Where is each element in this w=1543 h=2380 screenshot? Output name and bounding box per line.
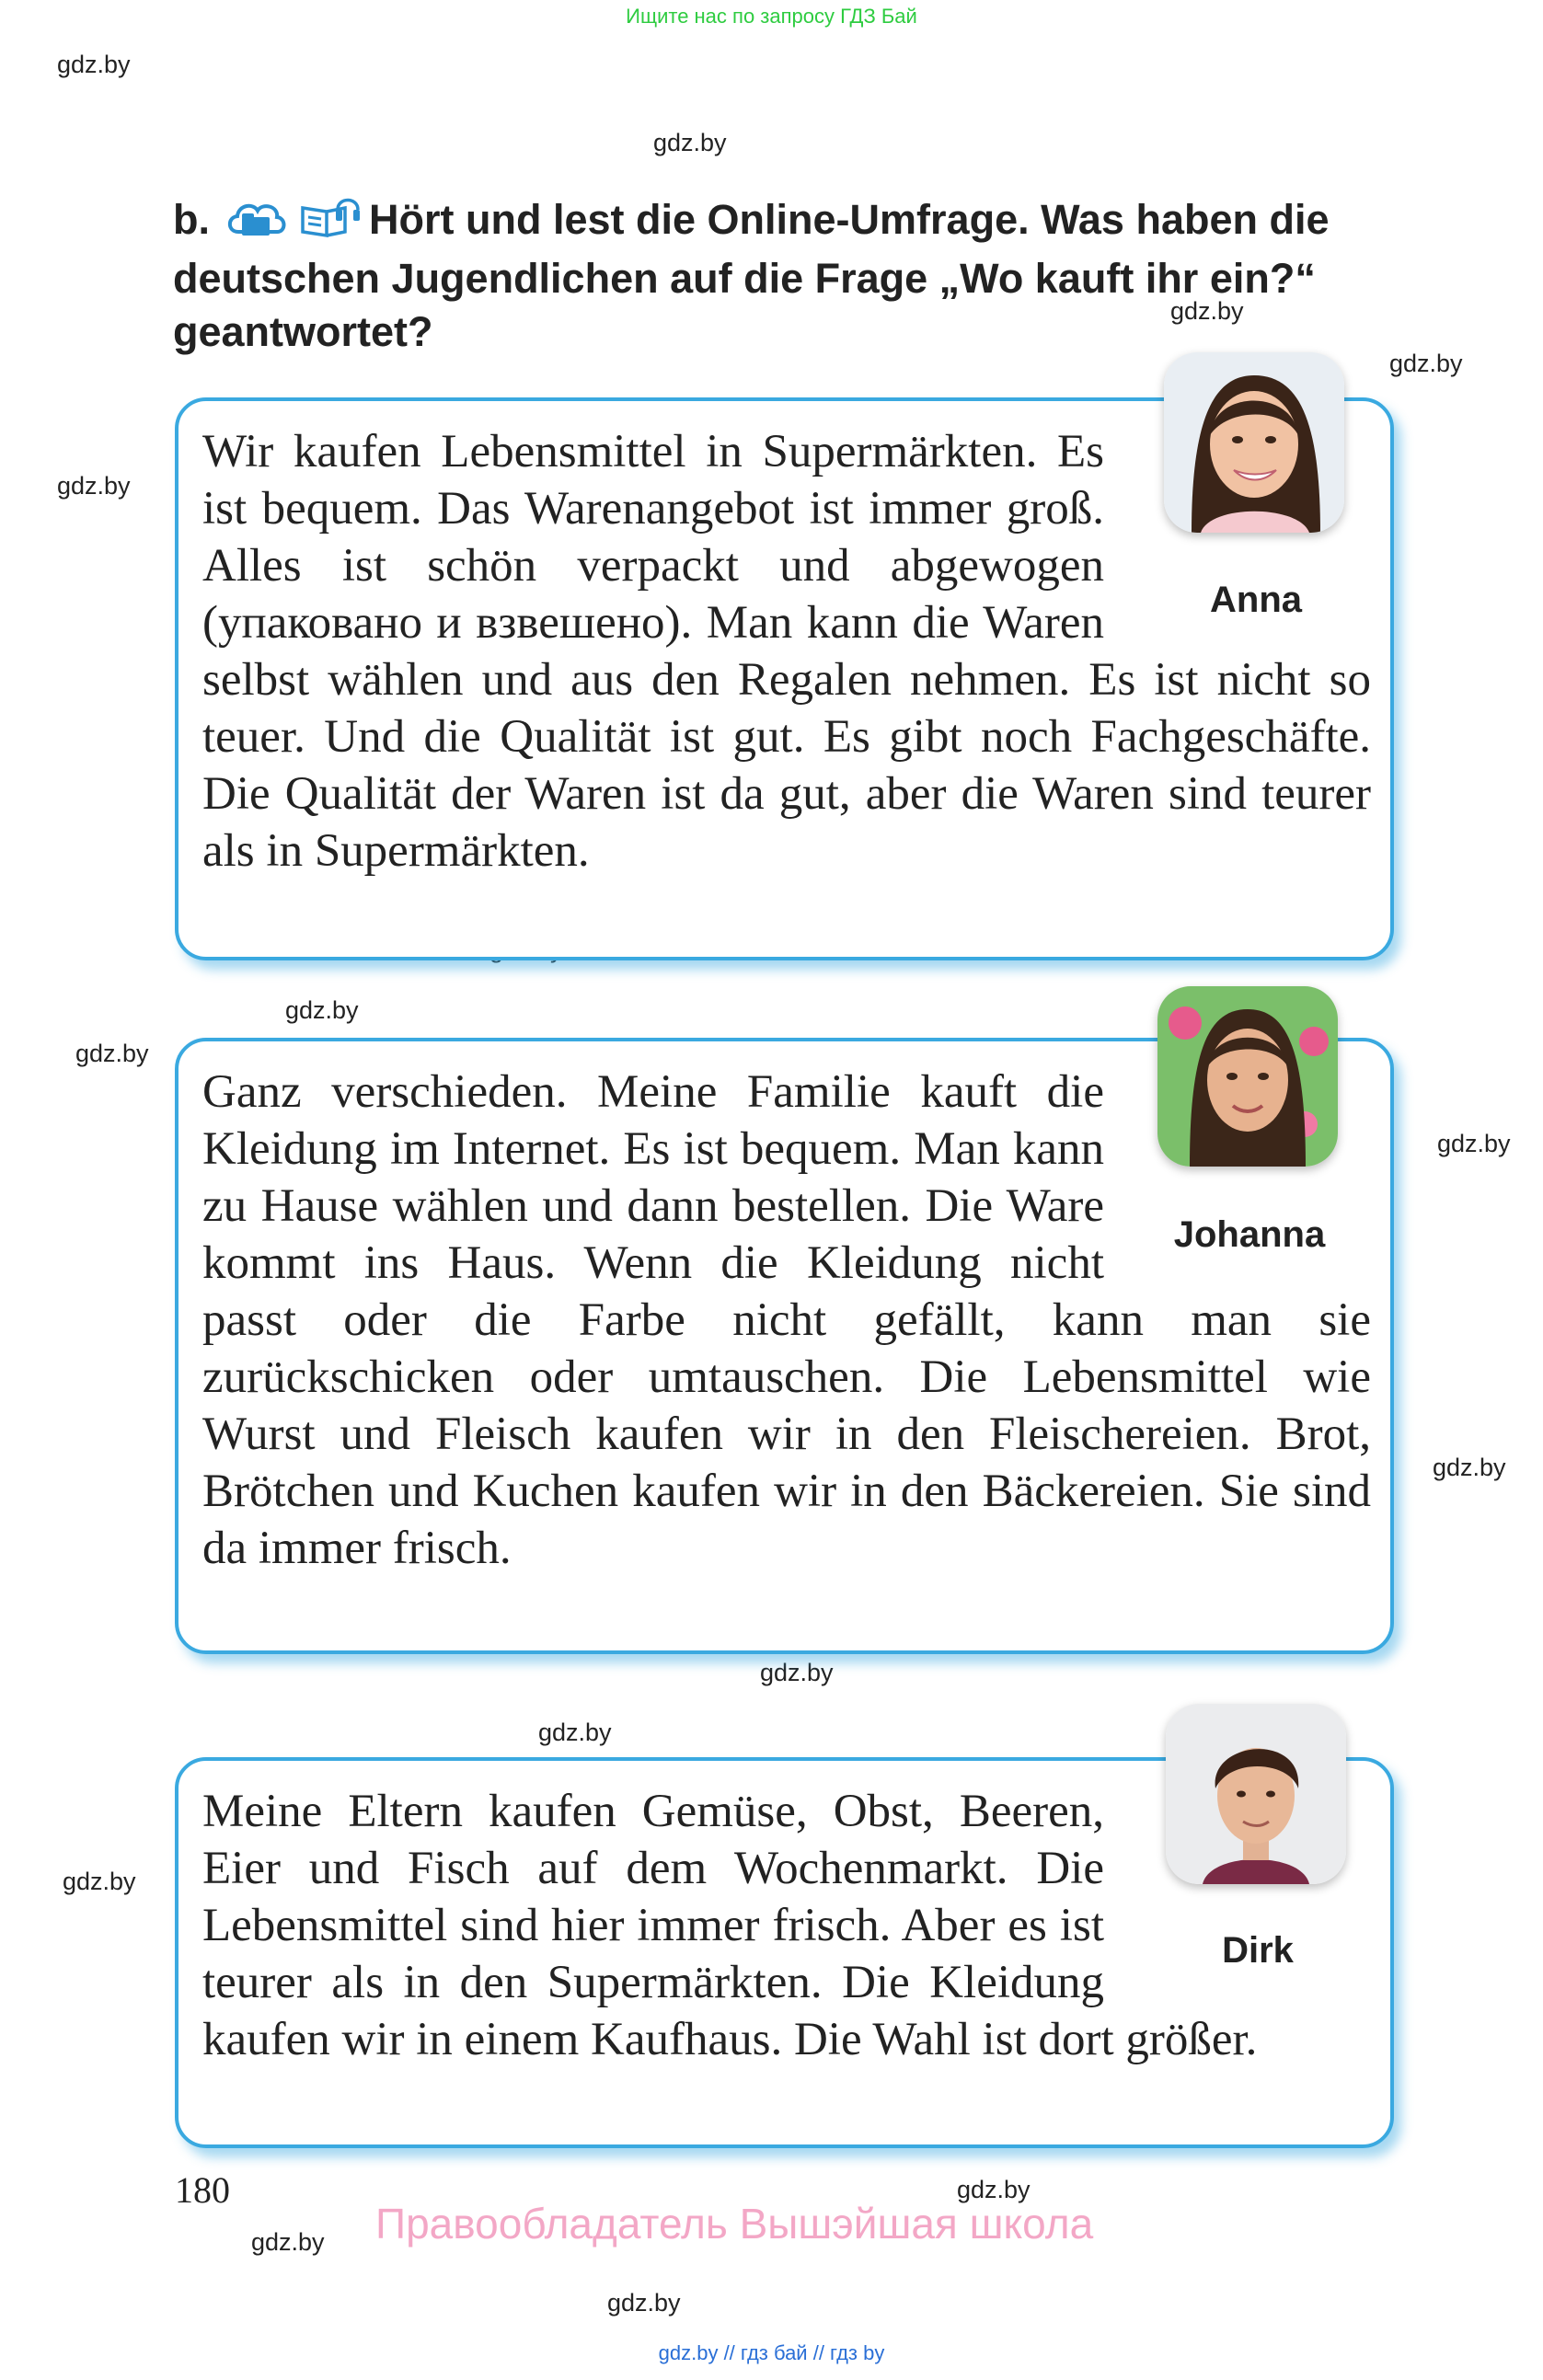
post-author-anna: Anna (1210, 580, 1302, 620)
watermark: gdz.by (760, 1659, 834, 1686)
cloud-folder-icon (225, 197, 288, 239)
task-text: Hört und lest die Online-Umfrage. Was haben die deutschen Jugendlichen auf die Frage „Wo kauft ihr ein?“ geantwortet? (173, 196, 1330, 355)
watermark: gdz.by (1170, 297, 1244, 325)
avatar-dirk (1166, 1704, 1346, 1884)
post-text-dirk: Meine Eltern kaufen Gemüse, Obst, Beeren, Eier und Fisch auf dem Wochenmarkt. Die Lebensmittel sind hier immer frisch. Aber es ist teurer als in den Supermärkten. Die Kleidung kaufen wir in einem Kaufhaus. Die Wahl ist dort größer. (202, 1786, 1258, 2065)
watermark: gdz.by (57, 51, 131, 78)
post-text-anna: Wir kaufen Lebensmittel in Supermärkten. Es ist bequem. Das Warenangebot ist immer groß. Alles ist schön verpackt und abgewogen (упаковано и взвешено). Man kann die Waren selbst wählen und aus den Regalen nehmen. Es ist nicht so teuer. Und die Qualität ist gut. Es gibt noch Fachgeschäfte. Die Qualität der Waren ist da gut, aber die Waren sind teurer als in Supermärkten. (202, 426, 1371, 877)
watermark: gdz.by (285, 996, 359, 1024)
watermark: gdz.by (1433, 1454, 1506, 1481)
watermark: gdz.by (1389, 350, 1463, 377)
post-author-johanna: Johanna (1173, 1214, 1326, 1255)
watermark: gdz.by (63, 1868, 136, 1895)
bottom-links[interactable]: gdz.by // гдз бай // гдз by (658, 2341, 885, 2364)
avatar-anna (1164, 352, 1344, 533)
watermark: gdz.by (1437, 1130, 1511, 1157)
watermark: gdz.by (251, 2228, 325, 2256)
task-letter: b. (173, 196, 210, 243)
watermark: gdz.by (653, 129, 727, 156)
watermark: gdz.by (607, 2289, 681, 2317)
book-audio-icon (299, 197, 360, 239)
copyright-notice: Правообладатель Вышэйшая школа (375, 2200, 1094, 2248)
watermark: gdz.by (957, 2176, 1031, 2203)
post-text-johanna: Ganz verschieden. Meine Familie kauft die Kleidung im Internet. Es ist bequem. Man kann zu Hause wählen und dann bestellen. Die Ware kommt ins Haus. Wenn die Kleidung nicht passt oder die Farbe nicht gefällt, kann man sie zurückschicken oder umtauschen. Die Lebensmittel wie Wurst und Fleisch kaufen wir in den Fleischereien. Brot, Brötchen und Kuchen kaufen wir in den Bäckereien. Sie sind da immer frisch. (202, 1066, 1371, 1574)
task-heading (173, 193, 1397, 359)
post-author-dirk: Dirk (1222, 1930, 1294, 1971)
page-number: 180 (175, 2169, 230, 2211)
top-banner: Ищите нас по запросу ГДЗ Бай (626, 5, 917, 28)
watermark: gdz.by (75, 1040, 149, 1067)
watermark: gdz.by (538, 1719, 612, 1746)
watermark: gdz.by (57, 472, 131, 500)
avatar-johanna (1157, 986, 1338, 1167)
